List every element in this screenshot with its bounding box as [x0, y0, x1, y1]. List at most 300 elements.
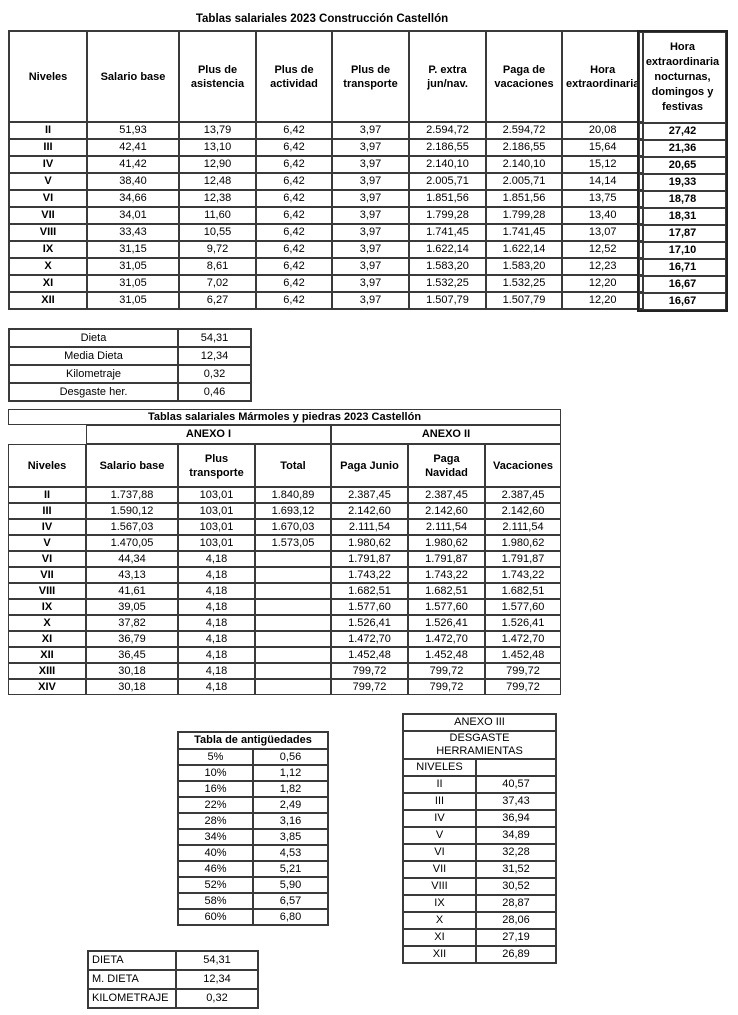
level-cell: III	[8, 503, 86, 519]
value-cell: 12,48	[179, 173, 256, 190]
value-cell: 3,97	[332, 258, 409, 275]
value-cell: 16,67	[639, 276, 726, 293]
value-cell: 1.507,79	[409, 292, 486, 309]
value-cell	[255, 583, 331, 599]
table-row	[8, 551, 561, 567]
value-cell: Media Dieta	[9, 347, 178, 365]
table-row	[178, 749, 328, 765]
value-cell: 2.140,10	[409, 156, 486, 173]
value-cell: 1.980,62	[331, 535, 408, 551]
level-cell: IX	[9, 241, 87, 258]
value-cell: 31,05	[87, 275, 179, 292]
value-cell: 37,82	[86, 615, 178, 631]
table-row	[403, 793, 556, 810]
value-cell: 2,49	[253, 797, 328, 813]
level-cell: VII	[8, 567, 86, 583]
value-cell: 34,01	[87, 207, 179, 224]
value-cell: 1.590,12	[86, 503, 178, 519]
value-cell: 1.567,03	[86, 519, 178, 535]
column-header: NIVELES	[403, 759, 476, 776]
value-cell	[255, 679, 331, 695]
value-cell: 3,97	[332, 139, 409, 156]
level-cell: VI	[9, 190, 87, 207]
table-row	[403, 827, 556, 844]
value-cell: 1.791,87	[331, 551, 408, 567]
table-row	[8, 503, 561, 519]
value-cell: 1.743,22	[331, 567, 408, 583]
value-cell: 5%	[178, 749, 253, 765]
table-row	[8, 615, 561, 631]
value-cell: 6,57	[253, 893, 328, 909]
value-cell: 60%	[178, 909, 253, 925]
value-cell	[255, 567, 331, 583]
value-cell: 1.583,20	[409, 258, 486, 275]
level-cell: II	[8, 487, 86, 503]
allowances-table	[8, 328, 252, 402]
value-cell: 3,16	[253, 813, 328, 829]
level-cell: IX	[8, 599, 86, 615]
value-cell: 52%	[178, 877, 253, 893]
value-cell: 13,07	[562, 224, 643, 241]
value-cell: 12,52	[562, 241, 643, 258]
value-cell: Kilometraje	[9, 365, 178, 383]
value-cell: 799,72	[408, 663, 485, 679]
table-row	[403, 929, 556, 946]
value-cell: 38,40	[87, 173, 179, 190]
value-cell: 3,97	[332, 224, 409, 241]
table-row	[639, 259, 726, 276]
value-cell: 44,34	[86, 551, 178, 567]
value-cell: 17,87	[639, 225, 726, 242]
overtime-table-body	[639, 123, 726, 310]
table-row	[8, 679, 561, 695]
value-cell: 1.452,48	[485, 647, 561, 663]
column-header: Vacaciones	[485, 444, 561, 487]
column-header: Plus de actividad	[256, 31, 332, 122]
table-row	[178, 829, 328, 845]
value-cell: 3,97	[332, 173, 409, 190]
construction-salary-table	[8, 30, 644, 310]
value-cell: 3,97	[332, 292, 409, 309]
value-cell: 22%	[178, 797, 253, 813]
table-row	[639, 242, 726, 259]
table-row	[639, 225, 726, 242]
value-cell: 28,06	[476, 912, 556, 929]
value-cell: 46%	[178, 861, 253, 877]
value-cell: 1.682,51	[485, 583, 561, 599]
table-row	[88, 970, 258, 989]
construction-table-body	[9, 122, 643, 309]
value-cell: 6,42	[256, 156, 332, 173]
column-header: Plus transporte	[178, 444, 255, 487]
table-row	[8, 663, 561, 679]
table-row	[9, 292, 643, 309]
value-cell: II	[403, 776, 476, 793]
value-cell: 1.670,03	[255, 519, 331, 535]
value-cell: 54,31	[176, 951, 258, 970]
value-cell: 11,60	[179, 207, 256, 224]
level-cell: X	[8, 615, 86, 631]
table-row	[8, 599, 561, 615]
value-cell: 4,18	[178, 663, 255, 679]
value-cell: DIETA	[88, 951, 176, 970]
value-cell: 54,31	[178, 329, 251, 347]
value-cell: 9,72	[179, 241, 256, 258]
value-cell: 6,80	[253, 909, 328, 925]
value-cell: 34,89	[476, 827, 556, 844]
level-cell: VIII	[9, 224, 87, 241]
value-cell: 12,20	[562, 292, 643, 309]
level-cell: XII	[8, 647, 86, 663]
value-cell: 2.142,60	[408, 503, 485, 519]
header-row	[403, 759, 556, 776]
value-cell: 799,72	[331, 663, 408, 679]
value-cell: 6,42	[256, 207, 332, 224]
construction-table-header	[9, 31, 643, 122]
value-cell: 20,08	[562, 122, 643, 139]
table-row	[178, 797, 328, 813]
value-cell: 20,65	[639, 157, 726, 174]
value-cell: 17,10	[639, 242, 726, 259]
value-cell: 1.452,48	[408, 647, 485, 663]
value-cell: 12,34	[178, 347, 251, 365]
value-cell: 1.682,51	[408, 583, 485, 599]
table-row	[639, 174, 726, 191]
value-cell: 41,42	[87, 156, 179, 173]
group-header-row	[8, 425, 561, 444]
value-cell: 1.980,62	[485, 535, 561, 551]
column-header: Hora extraordinaria	[562, 31, 643, 122]
value-cell: 1.573,05	[255, 535, 331, 551]
level-cell: II	[9, 122, 87, 139]
seniority-table-body	[178, 749, 328, 925]
anexo3-subtitle: DESGASTE HERRAMIENTAS	[403, 731, 556, 759]
value-cell: M. DIETA	[88, 970, 176, 989]
level-cell: IV	[8, 519, 86, 535]
value-cell: 15,12	[562, 156, 643, 173]
title-row	[178, 732, 328, 749]
table-row	[9, 258, 643, 275]
value-cell: 0,32	[178, 365, 251, 383]
value-cell: 28%	[178, 813, 253, 829]
marble-salary-table	[8, 409, 561, 695]
value-cell: 1.452,48	[331, 647, 408, 663]
value-cell: 2.142,60	[331, 503, 408, 519]
value-cell: 51,93	[87, 122, 179, 139]
value-cell: 4,18	[178, 583, 255, 599]
table-row	[88, 989, 258, 1008]
allowances-table-bottom	[87, 950, 259, 1009]
value-cell: 1,12	[253, 765, 328, 781]
value-cell: 14,14	[562, 173, 643, 190]
value-cell: 6,42	[256, 241, 332, 258]
group-header-anexo1: ANEXO I	[86, 425, 331, 444]
table-row	[9, 329, 251, 347]
value-cell: 103,01	[178, 487, 255, 503]
blank-cell	[476, 759, 556, 776]
overtime-night-holiday-table	[637, 30, 728, 312]
level-cell: V	[9, 173, 87, 190]
table-row	[8, 487, 561, 503]
value-cell: 6,42	[256, 122, 332, 139]
value-cell: 1.472,70	[408, 631, 485, 647]
marble-table-body	[8, 487, 561, 695]
value-cell: 40,57	[476, 776, 556, 793]
value-cell: 10,55	[179, 224, 256, 241]
value-cell: 4,18	[178, 615, 255, 631]
value-cell: 1.577,60	[408, 599, 485, 615]
value-cell: VIII	[403, 878, 476, 895]
value-cell: 1.622,14	[409, 241, 486, 258]
table-row	[9, 156, 643, 173]
header-row	[8, 444, 561, 487]
value-cell: 1.851,56	[409, 190, 486, 207]
table-row	[8, 567, 561, 583]
value-cell: IX	[403, 895, 476, 912]
column-header: Salario base	[87, 31, 179, 122]
table-row	[639, 140, 726, 157]
allowances-table-body	[9, 329, 251, 401]
value-cell: 1.741,45	[409, 224, 486, 241]
value-cell: 1.682,51	[331, 583, 408, 599]
table-row	[8, 535, 561, 551]
value-cell	[255, 631, 331, 647]
allowances-bottom-body	[88, 951, 258, 1008]
table-row	[178, 781, 328, 797]
marble-table-header	[8, 409, 561, 487]
table-row	[178, 845, 328, 861]
table-row	[403, 895, 556, 912]
column-header: Niveles	[8, 444, 86, 487]
value-cell: 18,78	[639, 191, 726, 208]
value-cell: 0,46	[178, 383, 251, 401]
value-cell: 799,72	[408, 679, 485, 695]
value-cell: 12,90	[179, 156, 256, 173]
table-row	[639, 191, 726, 208]
column-header: Hora extraordinaria nocturnas, domingos y festivas	[639, 32, 726, 123]
value-cell: 31,52	[476, 861, 556, 878]
seniority-table-title: Tabla de antigüedades	[178, 732, 328, 749]
anexo3-table-body	[403, 776, 556, 963]
anexo3-title: ANEXO III	[403, 714, 556, 731]
value-cell: 39,05	[86, 599, 178, 615]
value-cell: VII	[403, 861, 476, 878]
value-cell: 1.472,70	[485, 631, 561, 647]
value-cell: 1.470,05	[86, 535, 178, 551]
value-cell	[255, 551, 331, 567]
value-cell: 1.791,87	[485, 551, 561, 567]
value-cell: 1.583,20	[486, 258, 562, 275]
value-cell: 30,52	[476, 878, 556, 895]
value-cell: 31,15	[87, 241, 179, 258]
table-row	[8, 631, 561, 647]
table-row	[403, 861, 556, 878]
value-cell: 6,42	[256, 173, 332, 190]
value-cell: 1.693,12	[255, 503, 331, 519]
value-cell: 2.594,72	[409, 122, 486, 139]
table-row	[9, 275, 643, 292]
value-cell: XII	[403, 946, 476, 963]
table-row	[178, 877, 328, 893]
value-cell: 58%	[178, 893, 253, 909]
value-cell: 32,28	[476, 844, 556, 861]
value-cell: 799,72	[485, 679, 561, 695]
anexo3-tool-wear-table	[402, 713, 557, 964]
value-cell: 16,67	[639, 293, 726, 310]
value-cell: 40%	[178, 845, 253, 861]
value-cell: 2.387,45	[408, 487, 485, 503]
table-row	[403, 810, 556, 827]
value-cell: 3,97	[332, 122, 409, 139]
column-header: Paga de vacaciones	[486, 31, 562, 122]
level-cell: V	[8, 535, 86, 551]
seniority-table-header	[178, 732, 328, 749]
value-cell: 4,53	[253, 845, 328, 861]
value-cell: 2.005,71	[486, 173, 562, 190]
value-cell: 30,18	[86, 663, 178, 679]
value-cell: 30,18	[86, 679, 178, 695]
value-cell: VI	[403, 844, 476, 861]
value-cell: 4,18	[178, 599, 255, 615]
value-cell: 36,94	[476, 810, 556, 827]
value-cell: 16,71	[639, 259, 726, 276]
table-row	[178, 861, 328, 877]
value-cell: 3,97	[332, 207, 409, 224]
value-cell: 6,42	[256, 224, 332, 241]
value-cell: 799,72	[331, 679, 408, 695]
table-row	[9, 190, 643, 207]
value-cell: 1.741,45	[486, 224, 562, 241]
value-cell: 1.532,25	[409, 275, 486, 292]
table-row	[9, 224, 643, 241]
value-cell: 1.799,28	[486, 207, 562, 224]
value-cell: 13,40	[562, 207, 643, 224]
column-header: Total	[255, 444, 331, 487]
value-cell: 31,05	[87, 258, 179, 275]
table-row	[403, 878, 556, 895]
table-row	[9, 365, 251, 383]
value-cell: 2.186,55	[409, 139, 486, 156]
value-cell: 0,56	[253, 749, 328, 765]
value-cell: 3,85	[253, 829, 328, 845]
value-cell: 3,97	[332, 275, 409, 292]
value-cell: 41,61	[86, 583, 178, 599]
table-row	[9, 173, 643, 190]
value-cell: 42,41	[87, 139, 179, 156]
value-cell: 103,01	[178, 519, 255, 535]
value-cell: 1.526,41	[331, 615, 408, 631]
value-cell: 2.140,10	[486, 156, 562, 173]
value-cell: 1.851,56	[486, 190, 562, 207]
value-cell: 21,36	[639, 140, 726, 157]
value-cell: 10%	[178, 765, 253, 781]
value-cell: 15,64	[562, 139, 643, 156]
column-header: Niveles	[9, 31, 87, 122]
level-cell: X	[9, 258, 87, 275]
value-cell: 1.526,41	[485, 615, 561, 631]
column-header: Paga Junio	[331, 444, 408, 487]
value-cell: 1.743,22	[408, 567, 485, 583]
table-row	[178, 893, 328, 909]
value-cell: 12,23	[562, 258, 643, 275]
value-cell: 1.526,41	[408, 615, 485, 631]
value-cell: Dieta	[9, 329, 178, 347]
value-cell: 28,87	[476, 895, 556, 912]
value-cell: 799,72	[485, 663, 561, 679]
level-cell: VII	[9, 207, 87, 224]
value-cell: 1.840,89	[255, 487, 331, 503]
level-cell: IV	[9, 156, 87, 173]
value-cell: 33,43	[87, 224, 179, 241]
value-cell: 5,21	[253, 861, 328, 877]
value-cell: 16%	[178, 781, 253, 797]
value-cell: 18,31	[639, 208, 726, 225]
value-cell: 2.111,54	[331, 519, 408, 535]
table-row	[178, 909, 328, 925]
value-cell: 8,61	[179, 258, 256, 275]
table-row	[403, 946, 556, 963]
value-cell: 1.507,79	[486, 292, 562, 309]
value-cell: 103,01	[178, 503, 255, 519]
value-cell: 103,01	[178, 535, 255, 551]
value-cell: 31,05	[87, 292, 179, 309]
value-cell: 27,42	[639, 123, 726, 140]
value-cell: 0,32	[176, 989, 258, 1008]
table-row	[178, 813, 328, 829]
table-row	[9, 207, 643, 224]
table-row	[403, 912, 556, 929]
value-cell: 2.142,60	[485, 503, 561, 519]
title-row	[8, 409, 561, 425]
value-cell: 3,97	[332, 156, 409, 173]
table-row	[178, 765, 328, 781]
value-cell: 13,79	[179, 122, 256, 139]
column-header: Salario base	[86, 444, 178, 487]
value-cell: 1.791,87	[408, 551, 485, 567]
value-cell: 4,18	[178, 679, 255, 695]
table-row	[8, 647, 561, 663]
value-cell: X	[403, 912, 476, 929]
level-cell: XI	[9, 275, 87, 292]
value-cell: 2.387,45	[331, 487, 408, 503]
table-row	[9, 122, 643, 139]
anexo3-table-header	[403, 714, 556, 776]
value-cell: 1.532,25	[486, 275, 562, 292]
value-cell: 1.980,62	[408, 535, 485, 551]
value-cell: 6,42	[256, 292, 332, 309]
column-header: Paga Navidad	[408, 444, 485, 487]
table-row	[639, 276, 726, 293]
value-cell: 26,89	[476, 946, 556, 963]
construction-table-title: Tablas salariales 2023 Construcción Castellón	[195, 13, 449, 25]
value-cell: XI	[403, 929, 476, 946]
value-cell	[255, 663, 331, 679]
value-cell: IV	[403, 810, 476, 827]
value-cell	[255, 599, 331, 615]
column-header: P. extra jun/nav.	[409, 31, 486, 122]
value-cell	[255, 615, 331, 631]
table-row	[88, 951, 258, 970]
table-row	[9, 139, 643, 156]
table-row	[8, 519, 561, 535]
value-cell: 6,42	[256, 139, 332, 156]
value-cell: 2.111,54	[408, 519, 485, 535]
level-cell: III	[9, 139, 87, 156]
value-cell: 1.622,14	[486, 241, 562, 258]
value-cell: 5,90	[253, 877, 328, 893]
value-cell: 7,02	[179, 275, 256, 292]
table-row	[639, 157, 726, 174]
